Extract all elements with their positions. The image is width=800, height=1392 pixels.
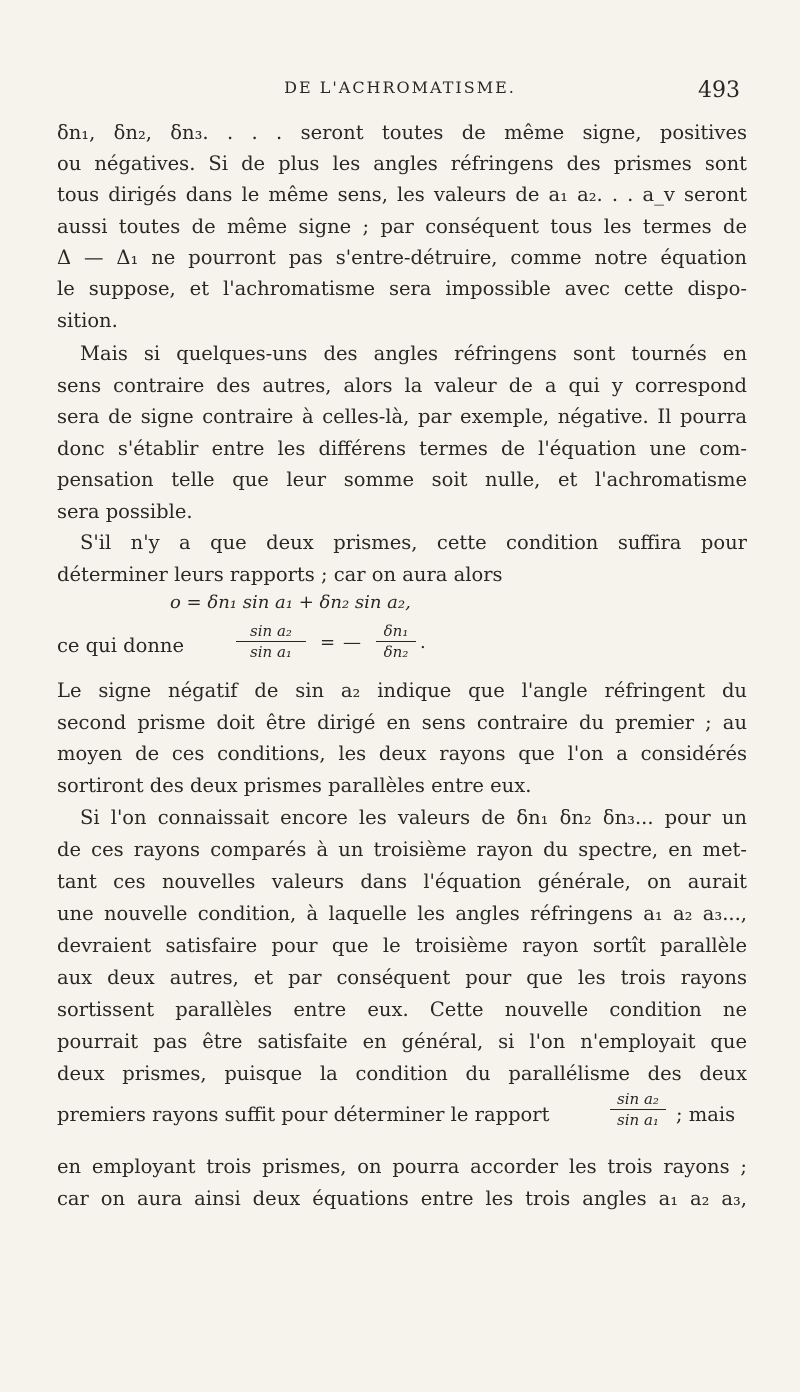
equation-one: o = δn₁ sin a₁ + δn₂ sin a₂, (170, 592, 411, 613)
fraction-delta-ratio (376, 622, 416, 661)
text-line: pensation telle que leur somme soit nulle, et l'achromatisme (57, 468, 747, 491)
ce-qui-donne-label: ce qui donne (57, 634, 185, 657)
page-number: 493 (698, 78, 740, 103)
fraction-numerator: sin a₂ (250, 622, 292, 640)
text-line: S'il n'y a que deux prismes, cette condition suffira pour (80, 531, 747, 554)
text-line: tous dirigés dans le même sens, les valeurs de a₁ a₂. . . a_v seront (57, 183, 747, 206)
text-line: sortissent parallèles entre eux. Cette nouvelle condition ne (57, 998, 747, 1021)
page-header (0, 78, 800, 108)
text-line: sera de signe contraire à celles-là, par exemple, négative. Il pourra (57, 405, 747, 428)
premiers-rayons-text: premiers rayons suffit pour déterminer le rapport (57, 1103, 550, 1126)
running-title: DE L'ACHROMATISME. (284, 78, 516, 97)
text-line: sition. (57, 309, 118, 332)
fraction-rapport (610, 1090, 666, 1129)
fraction-denominator: sin a₁ (617, 1111, 659, 1129)
text-line: second prisme doit être dirigé en sens contraire du premier ; au (57, 711, 747, 734)
minus-sign: — (343, 632, 361, 653)
text-line: pourrait pas être satisfaite en général, si l'on n'employait que (57, 1030, 747, 1053)
mais-text: ; mais (676, 1103, 736, 1126)
text-line: aux deux autres, et par conséquent pour que les trois rayons (57, 966, 747, 989)
fraction-denominator: sin a₁ (250, 643, 292, 661)
text-line: une nouvelle condition, à laquelle les angles réfringens a₁ a₂ a₃..., (57, 902, 747, 925)
text-line: tant ces nouvelles valeurs dans l'équation générale, on aurait (57, 870, 747, 893)
text-line: δn₁, δn₂, δn₃. . . . seront toutes de même signe, positives (57, 121, 747, 144)
text-line: de ces rayons comparés à un troisième rayon du spectre, en met- (57, 838, 747, 861)
text-line: Mais si quelques-uns des angles réfringens sont tournés en (80, 342, 747, 365)
text-line: aussi toutes de même signe ; par conséquent tous les termes de (57, 215, 747, 238)
fraction-numerator: δn₁ (383, 622, 409, 640)
fraction-bar (236, 641, 306, 642)
fraction-sin-ratio (236, 622, 306, 661)
text-line: sens contraire des autres, alors la valeur de a qui y correspond (57, 374, 747, 397)
text-line: le suppose, et l'achromatisme sera impossible avec cette dispo- (57, 277, 747, 300)
text-line: Le signe négatif de sin a₂ indique que l'angle réfringent du (57, 679, 747, 702)
text-line: moyen de ces conditions, les deux rayons que l'on a considérés (57, 742, 747, 765)
fraction-numerator: sin a₂ (617, 1090, 659, 1108)
fraction-bar (610, 1109, 666, 1110)
text-line: deux prismes, puisque la condition du parallélisme des deux (57, 1062, 747, 1085)
text-line: donc s'établir entre les différens termes de l'équation une com- (57, 437, 747, 460)
period: . (420, 632, 426, 653)
text-line: car on aura ainsi deux équations entre les trois angles a₁ a₂ a₃, (57, 1187, 747, 1210)
fraction-bar (376, 641, 416, 642)
fraction-denominator: δn₂ (383, 643, 409, 661)
text-line: Si l'on connaissait encore les valeurs de δn₁ δn₂ δn₃... pour un (80, 806, 747, 829)
text-line: ou négatives. Si de plus les angles réfringens des prismes sont (57, 152, 747, 175)
text-line: sera possible. (57, 500, 193, 523)
text-line: devraient satisfaire pour que le troisième rayon sortît parallèle (57, 934, 747, 957)
equals-sign: = (320, 632, 336, 653)
text-line: en employant trois prismes, on pourra accorder les trois rayons ; (57, 1155, 747, 1178)
text-line: sortiront des deux prismes parallèles entre eux. (57, 774, 532, 797)
text-line: déterminer leurs rapports ; car on aura alors (57, 563, 503, 586)
text-line: Δ — Δ₁ ne pourront pas s'entre-détruire, comme notre équation (57, 246, 747, 269)
